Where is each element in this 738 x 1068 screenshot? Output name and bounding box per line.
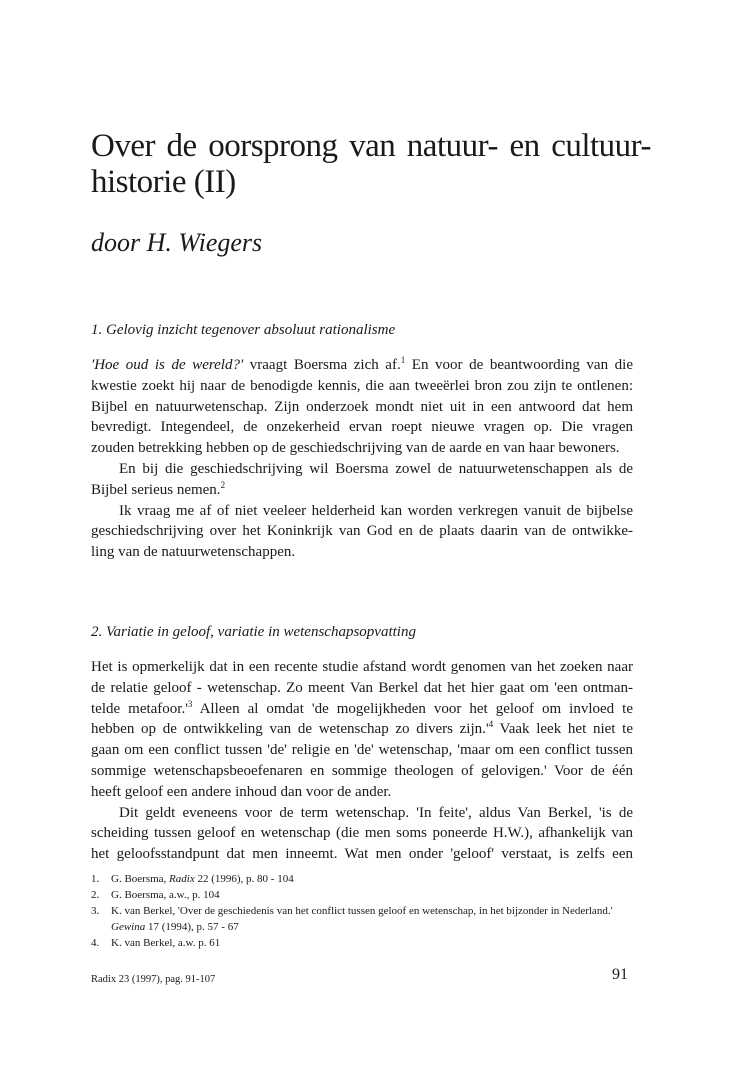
footnote-number: 1. — [91, 873, 100, 885]
article-title — [91, 128, 651, 200]
text-run: Bijbel serieus nemen. — [91, 481, 221, 498]
text-line — [91, 761, 633, 782]
text-line — [91, 501, 633, 522]
text-line — [91, 355, 633, 376]
text-run: ling van de natuurwetenschappen. — [91, 544, 296, 561]
journal-citation: Radix 23 (1997), pag. 91-107 — [91, 974, 216, 985]
text-run: kwestie zoekt hij naar de benodigde kennis, die aan tweeërlei bron zou zijn te ontlenen: — [91, 377, 633, 394]
text-line — [91, 699, 633, 720]
text-run: 22 (1996), p. 80 - 104 — [194, 873, 294, 885]
author-byline: door H. Wiegers — [91, 228, 263, 257]
footnote — [91, 903, 636, 935]
title-line: Over de oorsprong van natuur- en cultuur- — [91, 128, 651, 164]
text-run: het geloofsstandpunt dat men inneemt. Wat men onder 'geloof' verstaat, is zelfs een — [91, 846, 633, 863]
text-line — [91, 542, 633, 563]
text-run: K. van Berkel, 'Over de geschiedenis van het conflict tussen geloof en wetenschap, in het bijzonder in Nederland.' — [111, 905, 613, 917]
text-run: heeft geloof een andere inhoud dan voor de ander. — [91, 783, 392, 800]
text-line — [91, 459, 633, 480]
footnote — [91, 935, 636, 951]
text-line — [91, 719, 633, 740]
text-run: Alleen al omdat 'de mogelijkheden voor het geloof om invloed te — [192, 700, 633, 717]
footnote-text — [111, 935, 220, 951]
text-run: K. van Berkel, a.w. p. 61 — [111, 937, 221, 949]
footnote-text — [111, 903, 636, 935]
title-line: historie (II) — [91, 164, 236, 200]
text-line — [91, 417, 633, 438]
text-line — [91, 803, 633, 824]
text-run: G. Boersma, — [111, 873, 170, 885]
text-line — [91, 844, 633, 865]
text-run: sommige wetenschapsbeoefenaren en sommige theologen of gelovigen.' Voor de één — [91, 762, 633, 779]
footnote-number: 4. — [91, 937, 100, 949]
footnote-ref: 4 — [488, 719, 494, 730]
text-run: 17 (1994), p. 57 - 67 — [145, 921, 239, 933]
text-run: vraagt Boersma zich af. — [243, 357, 401, 373]
footnote-text — [111, 871, 294, 887]
footnote-number: 2. — [91, 889, 100, 901]
text-run: Radix — [169, 873, 195, 885]
text-run: En voor de beantwoording van die — [405, 357, 634, 373]
text-run: 'Hoe oud is de wereld?' — [91, 357, 244, 373]
text-line — [91, 438, 633, 459]
text-run: telde metafoor.' — [91, 700, 188, 717]
text-run: Het is opmerkelijk dat in een recente studie afstand wordt genomen van het zoeken naar — [91, 659, 633, 675]
text-run: zouden betrekking hebben op de geschiedschrijving van de aarde en van haar bewoners. — [91, 440, 620, 457]
text-run: En bij die geschiedschrijving wil Boersma zowel de natuurwetenschappen als de — [119, 460, 633, 477]
footnote-ref: 2 — [220, 479, 226, 490]
text-line — [91, 521, 633, 542]
footnote-text — [111, 887, 220, 903]
text-run: Bijbel en natuurwetenschap. Zijn onderzoek mondt niet uit in een antwoord dat hem — [91, 398, 633, 415]
text-run: scheiding tussen geloof en wetenschap (die men soms poneerde H.W.), afhankelijk van — [91, 825, 633, 842]
footnote-number: 3. — [91, 905, 100, 917]
text-line — [91, 657, 633, 678]
text-run: Ik vraag me af of niet veeleer helderheid kan worden verkregen vanuit de bijbelse — [119, 502, 633, 519]
section-heading: 1. Gelovig inzicht tegenover absoluut rationalisme — [91, 322, 396, 338]
text-run: hebben op de ontwikkeling van de wetenschap zo divers zijn.' — [91, 721, 489, 738]
section-heading: 2. Variatie in geloof, variatie in wetenschapsopvatting — [91, 624, 416, 640]
page-number: 91 — [612, 966, 628, 983]
text-line — [91, 397, 633, 418]
section-2-body — [91, 657, 633, 865]
section-1-body — [91, 355, 633, 563]
text-run: Vaak leek het niet te — [493, 721, 633, 738]
footnote — [91, 887, 636, 903]
text-line — [91, 480, 633, 501]
footnotes — [91, 871, 636, 951]
text-line — [91, 782, 633, 803]
text-run: Dit geldt eveneens voor de term wetenschap. 'In feite', aldus Van Berkel, 'is de — [119, 804, 633, 821]
text-run: G. Boersma, a.w., p. 104 — [111, 889, 220, 901]
text-run: gaan om een conflict tussen 'de' religie en 'de' wetenschap, 'maar om een conflict tussen — [91, 742, 633, 759]
text-run: geschiedschrijving over het Koninkrijk van God en de plaats daarin van de ontwikke- — [91, 523, 633, 540]
text-line — [91, 740, 633, 761]
footnote-ref: 1 — [400, 355, 406, 365]
text-run: bevredigt. Integendeel, de onzekerheid ervan roept nieuwe vragen op. Die vragen — [91, 419, 633, 436]
text-run: Gewina — [111, 921, 146, 933]
footnote — [91, 871, 636, 887]
text-line — [91, 678, 633, 699]
footnote-ref: 3 — [187, 698, 193, 709]
text-run: de relatie geloof - wetenschap. Zo meent Van Berkel dat het hier gaat om 'een ontman- — [91, 679, 633, 696]
text-line — [91, 823, 633, 844]
text-line — [91, 376, 633, 397]
